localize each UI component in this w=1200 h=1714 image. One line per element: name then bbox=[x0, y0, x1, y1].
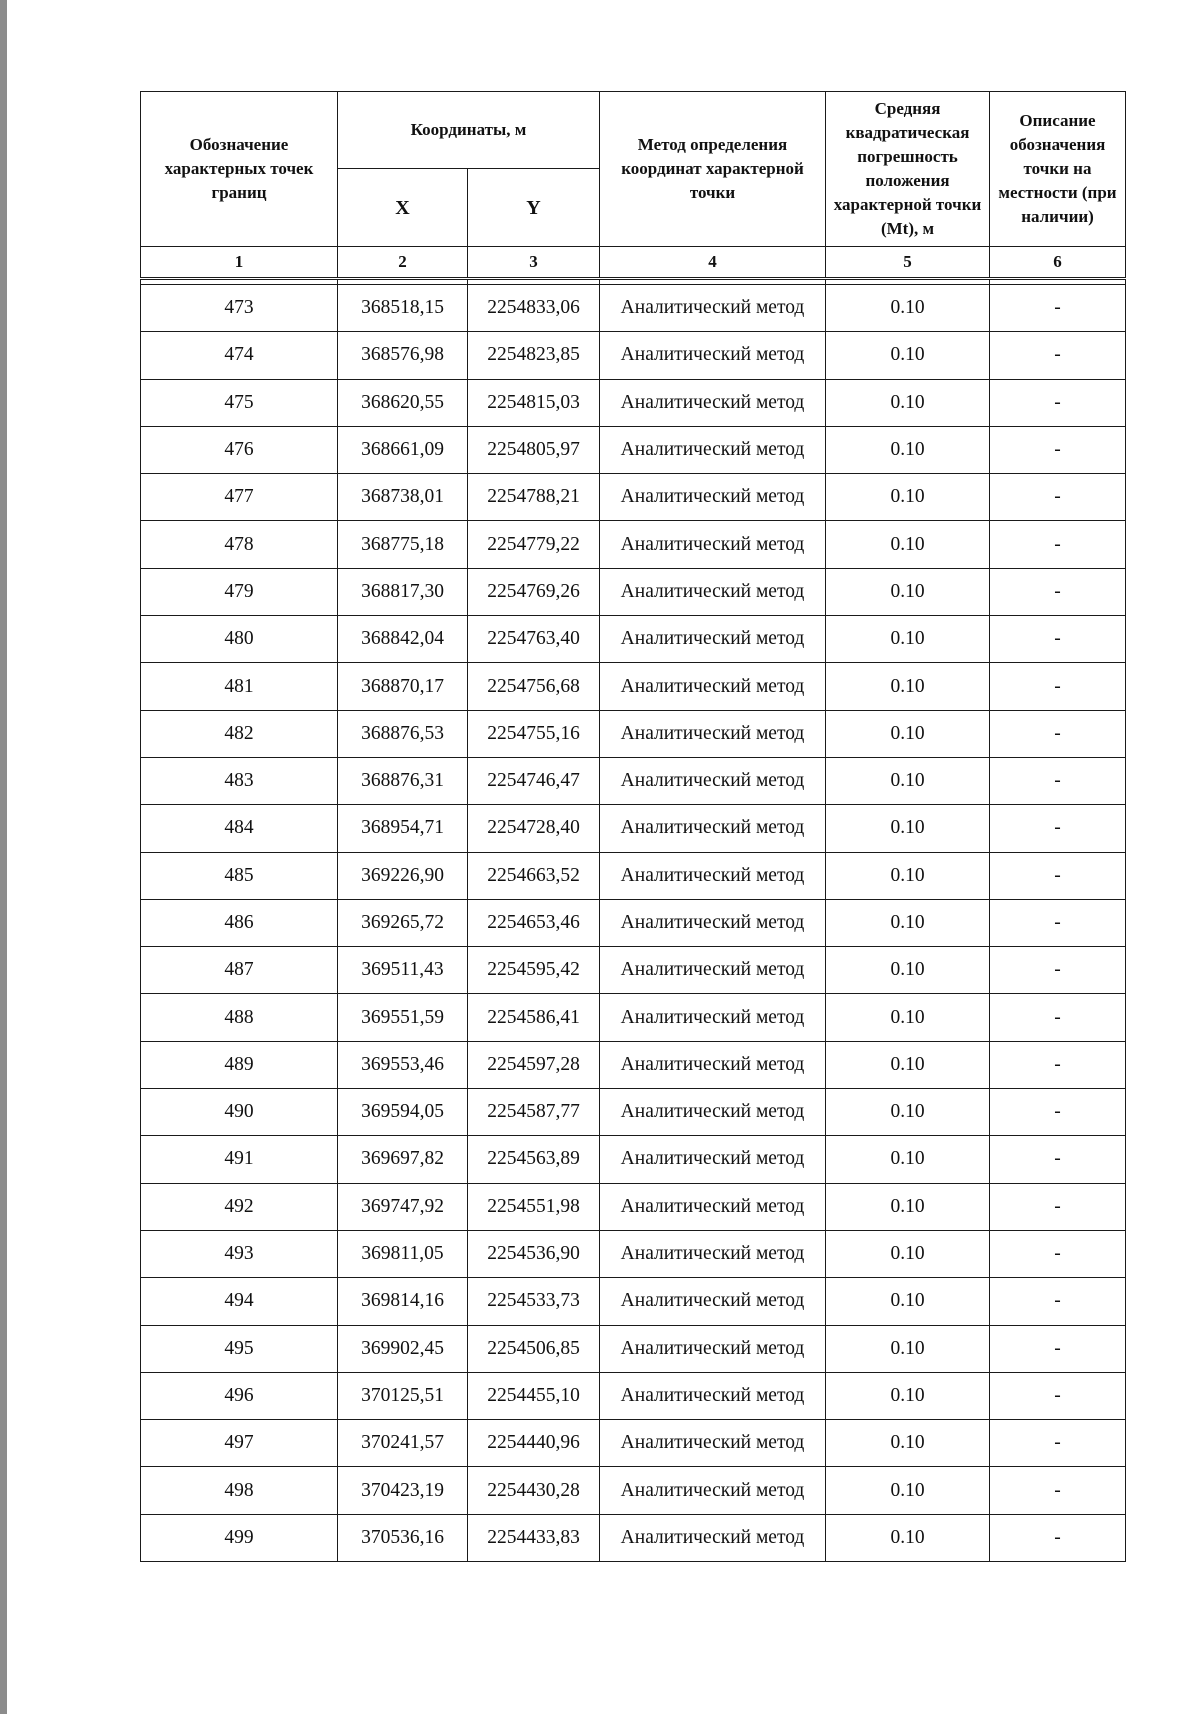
cell-error: 0.10 bbox=[826, 757, 990, 804]
table-row bbox=[141, 1467, 1126, 1514]
cell-description: - bbox=[990, 1278, 1126, 1325]
cell-y: 2254563,89 bbox=[468, 1136, 600, 1183]
cell-error: 0.10 bbox=[826, 1420, 990, 1467]
cell-y: 2254728,40 bbox=[468, 805, 600, 852]
cell-description: - bbox=[990, 332, 1126, 379]
table-row bbox=[141, 1278, 1126, 1325]
cell-error: 0.10 bbox=[826, 1372, 990, 1419]
table-row bbox=[141, 757, 1126, 804]
cell-description: - bbox=[990, 1230, 1126, 1277]
cell-y: 2254815,03 bbox=[468, 379, 600, 426]
cell-point: 476 bbox=[141, 426, 338, 473]
cell-y: 2254597,28 bbox=[468, 1041, 600, 1088]
cell-error: 0.10 bbox=[826, 521, 990, 568]
cell-description: - bbox=[990, 616, 1126, 663]
header-y: Y bbox=[468, 169, 600, 247]
column-number: 6 bbox=[990, 247, 1126, 279]
cell-x: 369811,05 bbox=[338, 1230, 468, 1277]
cell-method: Аналитический метод bbox=[600, 474, 826, 521]
header-point: Обозначение характерных точек границ bbox=[141, 92, 338, 247]
cell-method: Аналитический метод bbox=[600, 1325, 826, 1372]
cell-point: 497 bbox=[141, 1420, 338, 1467]
table-header bbox=[141, 92, 1126, 279]
table-row bbox=[141, 1420, 1126, 1467]
cell-point: 483 bbox=[141, 757, 338, 804]
table-row bbox=[141, 805, 1126, 852]
boundary-points-table bbox=[140, 91, 1126, 1562]
table-row bbox=[141, 379, 1126, 426]
cell-point: 484 bbox=[141, 805, 338, 852]
cell-error: 0.10 bbox=[826, 426, 990, 473]
cell-x: 368620,55 bbox=[338, 379, 468, 426]
cell-method: Аналитический метод bbox=[600, 1278, 826, 1325]
cell-method: Аналитический метод bbox=[600, 1420, 826, 1467]
cell-method: Аналитический метод bbox=[600, 899, 826, 946]
cell-error: 0.10 bbox=[826, 1325, 990, 1372]
cell-y: 2254455,10 bbox=[468, 1372, 600, 1419]
cell-point: 481 bbox=[141, 663, 338, 710]
cell-y: 2254769,26 bbox=[468, 568, 600, 615]
cell-y: 2254755,16 bbox=[468, 710, 600, 757]
table-row bbox=[141, 616, 1126, 663]
cell-point: 485 bbox=[141, 852, 338, 899]
cell-y: 2254823,85 bbox=[468, 332, 600, 379]
cell-error: 0.10 bbox=[826, 899, 990, 946]
cell-x: 369265,72 bbox=[338, 899, 468, 946]
table-row bbox=[141, 1041, 1126, 1088]
cell-error: 0.10 bbox=[826, 710, 990, 757]
cell-error: 0.10 bbox=[826, 947, 990, 994]
cell-x: 370241,57 bbox=[338, 1420, 468, 1467]
cell-method: Аналитический метод bbox=[600, 852, 826, 899]
cell-y: 2254587,77 bbox=[468, 1089, 600, 1136]
cell-description: - bbox=[990, 568, 1126, 615]
table-body bbox=[141, 279, 1126, 1562]
cell-point: 488 bbox=[141, 994, 338, 1041]
column-number: 2 bbox=[338, 247, 468, 279]
table-row bbox=[141, 1089, 1126, 1136]
cell-error: 0.10 bbox=[826, 1467, 990, 1514]
cell-x: 369553,46 bbox=[338, 1041, 468, 1088]
cell-description: - bbox=[990, 1325, 1126, 1372]
column-number: 4 bbox=[600, 247, 826, 279]
cell-description: - bbox=[990, 1467, 1126, 1514]
cell-x: 368876,31 bbox=[338, 757, 468, 804]
cell-point: 486 bbox=[141, 899, 338, 946]
cell-description: - bbox=[990, 379, 1126, 426]
cell-error: 0.10 bbox=[826, 474, 990, 521]
cell-description: - bbox=[990, 426, 1126, 473]
cell-description: - bbox=[990, 757, 1126, 804]
cell-y: 2254536,90 bbox=[468, 1230, 600, 1277]
cell-error: 0.10 bbox=[826, 285, 990, 332]
cell-error: 0.10 bbox=[826, 332, 990, 379]
cell-description: - bbox=[990, 1420, 1126, 1467]
table-row bbox=[141, 474, 1126, 521]
column-number: 5 bbox=[826, 247, 990, 279]
cell-point: 498 bbox=[141, 1467, 338, 1514]
table-row bbox=[141, 1514, 1126, 1561]
cell-description: - bbox=[990, 663, 1126, 710]
cell-method: Аналитический метод bbox=[600, 994, 826, 1041]
cell-method: Аналитический метод bbox=[600, 285, 826, 332]
cell-method: Аналитический метод bbox=[600, 521, 826, 568]
cell-x: 368954,71 bbox=[338, 805, 468, 852]
cell-x: 368817,30 bbox=[338, 568, 468, 615]
cell-error: 0.10 bbox=[826, 379, 990, 426]
cell-point: 496 bbox=[141, 1372, 338, 1419]
cell-x: 369594,05 bbox=[338, 1089, 468, 1136]
cell-description: - bbox=[990, 521, 1126, 568]
cell-y: 2254586,41 bbox=[468, 994, 600, 1041]
cell-method: Аналитический метод bbox=[600, 805, 826, 852]
table-row bbox=[141, 947, 1126, 994]
cell-y: 2254533,73 bbox=[468, 1278, 600, 1325]
cell-x: 369511,43 bbox=[338, 947, 468, 994]
cell-x: 369697,82 bbox=[338, 1136, 468, 1183]
cell-description: - bbox=[990, 710, 1126, 757]
cell-point: 499 bbox=[141, 1514, 338, 1561]
cell-description: - bbox=[990, 994, 1126, 1041]
table-row bbox=[141, 663, 1126, 710]
cell-point: 489 bbox=[141, 1041, 338, 1088]
cell-x: 368870,17 bbox=[338, 663, 468, 710]
cell-x: 368576,98 bbox=[338, 332, 468, 379]
cell-error: 0.10 bbox=[826, 1136, 990, 1183]
cell-point: 495 bbox=[141, 1325, 338, 1372]
cell-point: 478 bbox=[141, 521, 338, 568]
cell-point: 491 bbox=[141, 1136, 338, 1183]
cell-error: 0.10 bbox=[826, 805, 990, 852]
cell-point: 475 bbox=[141, 379, 338, 426]
cell-x: 368661,09 bbox=[338, 426, 468, 473]
cell-error: 0.10 bbox=[826, 994, 990, 1041]
cell-description: - bbox=[990, 285, 1126, 332]
cell-x: 368876,53 bbox=[338, 710, 468, 757]
cell-method: Аналитический метод bbox=[600, 757, 826, 804]
cell-description: - bbox=[990, 1136, 1126, 1183]
cell-error: 0.10 bbox=[826, 1230, 990, 1277]
cell-method: Аналитический метод bbox=[600, 1514, 826, 1561]
cell-method: Аналитический метод bbox=[600, 1467, 826, 1514]
cell-point: 493 bbox=[141, 1230, 338, 1277]
cell-method: Аналитический метод bbox=[600, 710, 826, 757]
cell-x: 369902,45 bbox=[338, 1325, 468, 1372]
cell-method: Аналитический метод bbox=[600, 1136, 826, 1183]
table-row bbox=[141, 426, 1126, 473]
table-row bbox=[141, 1372, 1126, 1419]
cell-error: 0.10 bbox=[826, 616, 990, 663]
cell-point: 473 bbox=[141, 285, 338, 332]
scan-left-edge bbox=[0, 0, 7, 1714]
cell-x: 368738,01 bbox=[338, 474, 468, 521]
cell-error: 0.10 bbox=[826, 663, 990, 710]
header-method: Метод определения координат характерной точки bbox=[600, 92, 826, 247]
cell-description: - bbox=[990, 947, 1126, 994]
cell-y: 2254551,98 bbox=[468, 1183, 600, 1230]
cell-description: - bbox=[990, 1372, 1126, 1419]
cell-description: - bbox=[990, 1183, 1126, 1230]
cell-description: - bbox=[990, 474, 1126, 521]
table-row bbox=[141, 899, 1126, 946]
header-coordinates: Координаты, м bbox=[338, 92, 600, 169]
cell-x: 368775,18 bbox=[338, 521, 468, 568]
cell-error: 0.10 bbox=[826, 1183, 990, 1230]
cell-y: 2254746,47 bbox=[468, 757, 600, 804]
cell-error: 0.10 bbox=[826, 1278, 990, 1325]
cell-point: 487 bbox=[141, 947, 338, 994]
cell-error: 0.10 bbox=[826, 852, 990, 899]
table-row bbox=[141, 521, 1126, 568]
cell-method: Аналитический метод bbox=[600, 1089, 826, 1136]
cell-y: 2254788,21 bbox=[468, 474, 600, 521]
cell-method: Аналитический метод bbox=[600, 1372, 826, 1419]
column-number: 3 bbox=[468, 247, 600, 279]
table-row bbox=[141, 852, 1126, 899]
table-row bbox=[141, 1230, 1126, 1277]
cell-point: 492 bbox=[141, 1183, 338, 1230]
cell-point: 474 bbox=[141, 332, 338, 379]
cell-method: Аналитический метод bbox=[600, 426, 826, 473]
cell-x: 369747,92 bbox=[338, 1183, 468, 1230]
cell-error: 0.10 bbox=[826, 1089, 990, 1136]
cell-x: 369814,16 bbox=[338, 1278, 468, 1325]
cell-point: 494 bbox=[141, 1278, 338, 1325]
cell-method: Аналитический метод bbox=[600, 1183, 826, 1230]
table-row bbox=[141, 994, 1126, 1041]
table-row bbox=[141, 1136, 1126, 1183]
cell-description: - bbox=[990, 899, 1126, 946]
cell-x: 370125,51 bbox=[338, 1372, 468, 1419]
table-row bbox=[141, 332, 1126, 379]
cell-description: - bbox=[990, 805, 1126, 852]
table-row bbox=[141, 568, 1126, 615]
cell-y: 2254833,06 bbox=[468, 285, 600, 332]
cell-y: 2254430,28 bbox=[468, 1467, 600, 1514]
cell-method: Аналитический метод bbox=[600, 568, 826, 615]
cell-point: 477 bbox=[141, 474, 338, 521]
cell-point: 482 bbox=[141, 710, 338, 757]
cell-x: 370423,19 bbox=[338, 1467, 468, 1514]
cell-y: 2254653,46 bbox=[468, 899, 600, 946]
header-error: Средняя квадратическая погрешность положения характерной точки (Mt), м bbox=[826, 92, 990, 247]
table-row bbox=[141, 285, 1126, 332]
cell-error: 0.10 bbox=[826, 1041, 990, 1088]
cell-y: 2254663,52 bbox=[468, 852, 600, 899]
column-number: 1 bbox=[141, 247, 338, 279]
cell-y: 2254506,85 bbox=[468, 1325, 600, 1372]
cell-y: 2254756,68 bbox=[468, 663, 600, 710]
cell-method: Аналитический метод bbox=[600, 663, 826, 710]
cell-y: 2254440,96 bbox=[468, 1420, 600, 1467]
header-x: X bbox=[338, 169, 468, 247]
cell-x: 369551,59 bbox=[338, 994, 468, 1041]
cell-description: - bbox=[990, 1514, 1126, 1561]
cell-x: 369226,90 bbox=[338, 852, 468, 899]
table-row bbox=[141, 710, 1126, 757]
cell-description: - bbox=[990, 1041, 1126, 1088]
table-row bbox=[141, 1325, 1126, 1372]
cell-x: 368842,04 bbox=[338, 616, 468, 663]
header-description: Описание обозначения точки на местности (при наличии) bbox=[990, 92, 1126, 247]
cell-point: 479 bbox=[141, 568, 338, 615]
cell-method: Аналитический метод bbox=[600, 947, 826, 994]
cell-y: 2254433,83 bbox=[468, 1514, 600, 1561]
cell-error: 0.10 bbox=[826, 568, 990, 615]
cell-method: Аналитический метод bbox=[600, 332, 826, 379]
cell-y: 2254763,40 bbox=[468, 616, 600, 663]
cell-y: 2254595,42 bbox=[468, 947, 600, 994]
cell-method: Аналитический метод bbox=[600, 1041, 826, 1088]
cell-method: Аналитический метод bbox=[600, 379, 826, 426]
cell-y: 2254779,22 bbox=[468, 521, 600, 568]
cell-method: Аналитический метод bbox=[600, 616, 826, 663]
cell-x: 370536,16 bbox=[338, 1514, 468, 1561]
cell-description: - bbox=[990, 1089, 1126, 1136]
cell-point: 490 bbox=[141, 1089, 338, 1136]
cell-point: 480 bbox=[141, 616, 338, 663]
cell-description: - bbox=[990, 852, 1126, 899]
table-row bbox=[141, 1183, 1126, 1230]
cell-error: 0.10 bbox=[826, 1514, 990, 1561]
cell-y: 2254805,97 bbox=[468, 426, 600, 473]
cell-method: Аналитический метод bbox=[600, 1230, 826, 1277]
cell-x: 368518,15 bbox=[338, 285, 468, 332]
